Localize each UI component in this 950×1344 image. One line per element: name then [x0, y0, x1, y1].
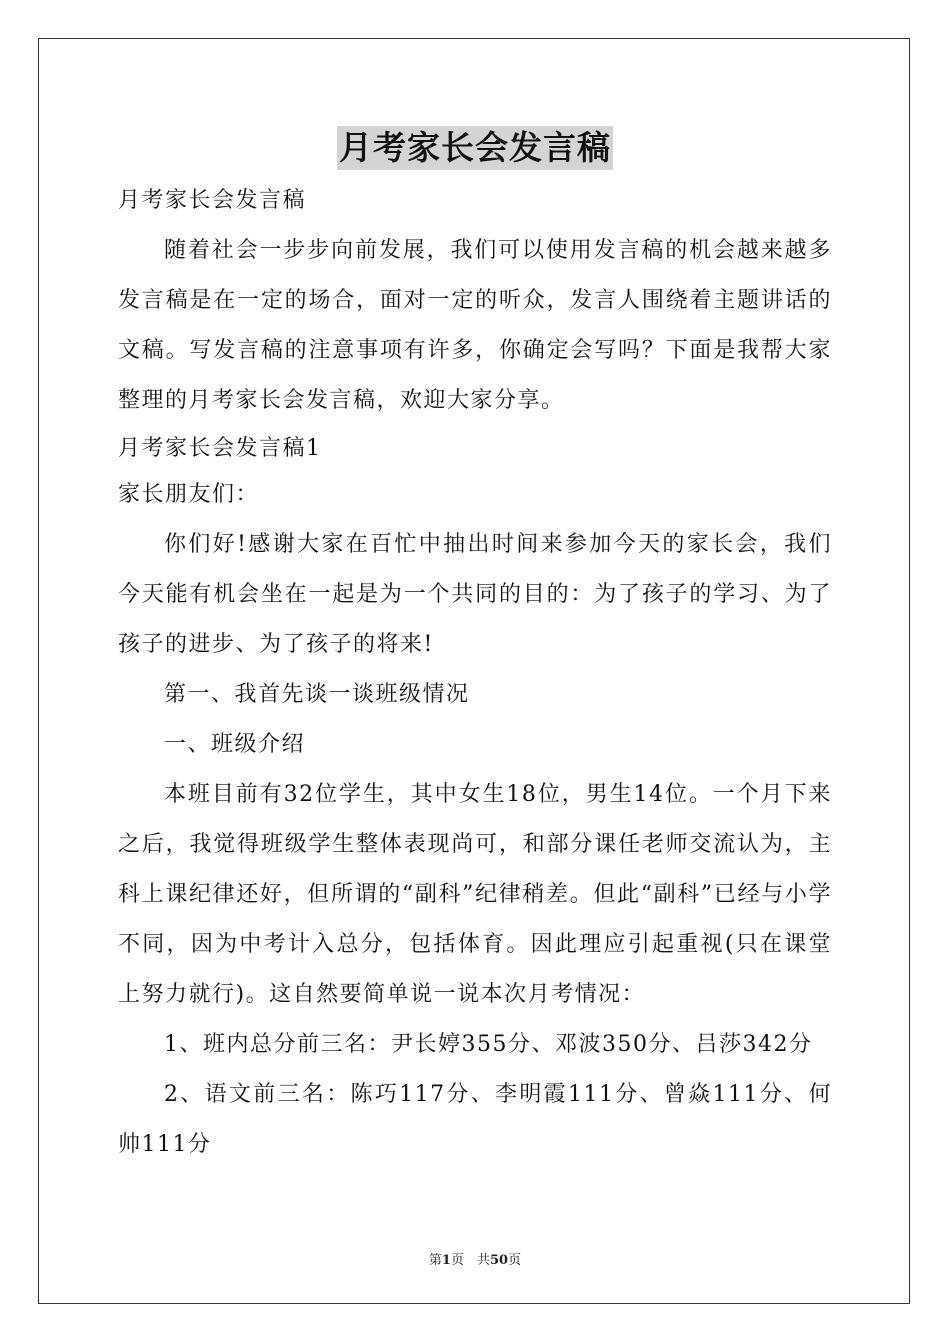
paragraph-top-chinese: 2、语文前三名：陈巧117分、李明霞111分、曾焱111分、何帅111分	[118, 1082, 832, 1157]
paragraph-top-total: 1、班内总分前三名：尹长婷355分、邓波350分、吕莎342分	[164, 1032, 813, 1057]
footer-total-pages: 50	[489, 1253, 509, 1268]
paragraph-class-details: 本班目前有32位学生，其中女生18位，男生14位。一个月下来之后，我觉得班级学生整体表现尚可，和部分课任老师交流认为，主科上课纪律还好，但所谓的“副科”纪律稍差。但此“副科”已经与小学不同，因为中考计入总分，包括体育。因此理应引起重视(只在课堂上努力就行)。这自然要简单说一说本次月考情况：	[118, 782, 832, 1007]
footer-suffix: 页	[508, 1253, 522, 1268]
title-container	[0, 126, 950, 170]
document-title: 月考家长会发言稿	[337, 126, 613, 170]
greeting: 家长朋友们：	[118, 482, 260, 507]
footer-prefix: 第	[428, 1253, 442, 1268]
paragraph-welcome: 你们好!感谢大家在百忙中抽出时间来参加今天的家长会，我们今天能有机会坐在一起是为一个共同的目的：为了孩子的学习、为了孩子的进步、为了孩子的将来!	[118, 532, 832, 657]
document-subtitle: 月考家长会发言稿	[118, 188, 307, 213]
footer-current-page: 1	[441, 1253, 451, 1268]
intro-paragraph: 随着社会一步步向前发展，我们可以使用发言稿的机会越来越多发言稿是在一定的场合，面对一定的听众，发言人围绕着主题讲话的文稿。写发言稿的注意事项有许多，你确定会写吗？下面是我帮大家整理的月考家长会发言稿，欢迎大家分享。	[118, 238, 832, 413]
paragraph-class-intro: 一、班级介绍	[164, 732, 306, 757]
paragraph-class-situation: 第一、我首先谈一谈班级情况	[164, 682, 470, 707]
footer-mid: 页 共	[450, 1253, 490, 1268]
document-body	[118, 178, 832, 1170]
section-heading: 月考家长会发言稿1	[118, 436, 322, 461]
page-footer	[0, 1249, 950, 1268]
